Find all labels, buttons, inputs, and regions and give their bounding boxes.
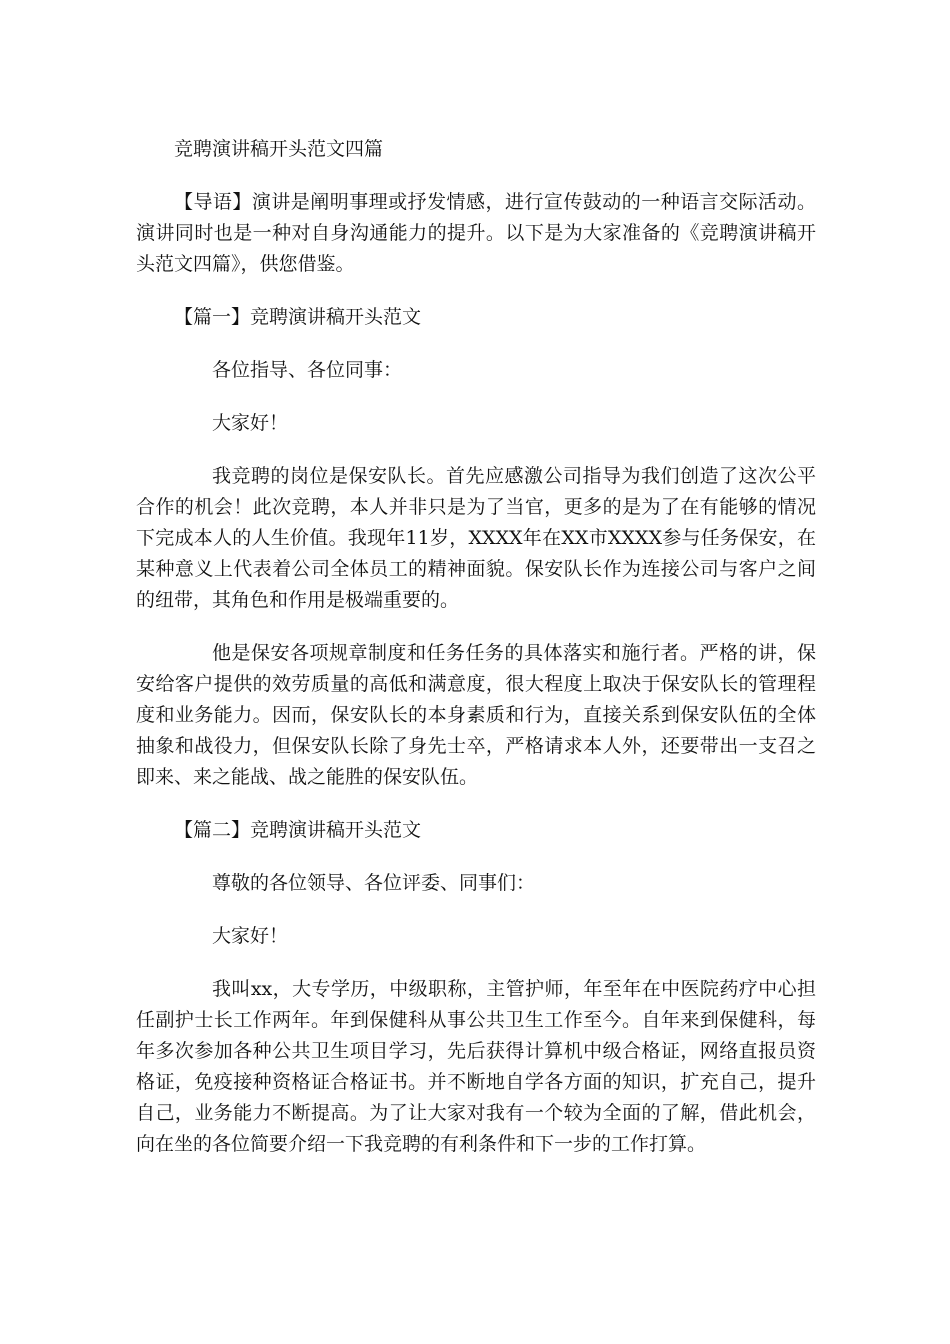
section-2-salutation: 尊敬的各位领导、各位评委、同事们： — [212, 872, 536, 894]
section-1-paragraph-2: 他是保安各项规章制度和任务任务的具体落实和施行者。严格的讲，保安给客户提供的效劳质量的高低和满意度，很大程度上取决于保安队长的管理程度和业务能力。因而，保安队长的本身素质和行为，直接关系到保安队伍的全体抽象和战役力，但保安队长除了身先士卒，严格请求本人外，还要带出一支召之即来、来之能战、战之能胜的保安队伍。 — [136, 642, 816, 788]
section-1-greeting: 大家好！ — [212, 412, 289, 434]
document-title: 竞聘演讲稿开头范文四篇 — [174, 138, 384, 160]
section-2-heading: 【篇二】竞聘演讲稿开头范文 — [174, 819, 422, 841]
section-2-paragraph-1: 我叫xx，大专学历，中级职称，主管护师，年至年在中医院药疗中心担任副护士长工作两年。年到保健科从事公共卫生工作至今。自年来到保健科，每年多次参加各种公共卫生项目学习，先后获得计算机中级合格证，网络直报员资格证，免疫接种资格证合格证书。并不断地自学各方面的知识，扩充自己，提升自己，业务能力不断提高。为了让大家对我有一个较为全面的了解，借此机会，向在坐的各位简要介绍一下我竞聘的有利条件和下一步的工作打算。 — [136, 978, 816, 1155]
document-body — [136, 187, 816, 1182]
section-1-paragraph-1: 我竞聘的岗位是保安队长。首先应感激公司指导为我们创造了这次公平合作的机会！此次竞聘，本人并非只是为了当官，更多的是为了在有能够的情况下完成本人的人生价值。我现年11岁，XXXX年在XX市XXXX参与任务保安，在某种意义上代表着公司全体员工的精神面貌。保安队长作为连接公司与客户之间的纽带，其角色和作用是极端重要的。 — [136, 465, 816, 611]
intro-paragraph: 【导语】演讲是阐明事理或抒发情感，进行宣传鼓动的一种语言交际活动。演讲同时也是一种对自身沟通能力的提升。以下是为大家准备的《竞聘演讲稿开头范文四篇》，供您借鉴。 — [136, 191, 816, 275]
section-1-heading: 【篇一】竞聘演讲稿开头范文 — [174, 306, 422, 328]
section-2-greeting: 大家好！ — [212, 925, 289, 947]
section-1-salutation: 各位指导、各位同事： — [212, 359, 403, 381]
